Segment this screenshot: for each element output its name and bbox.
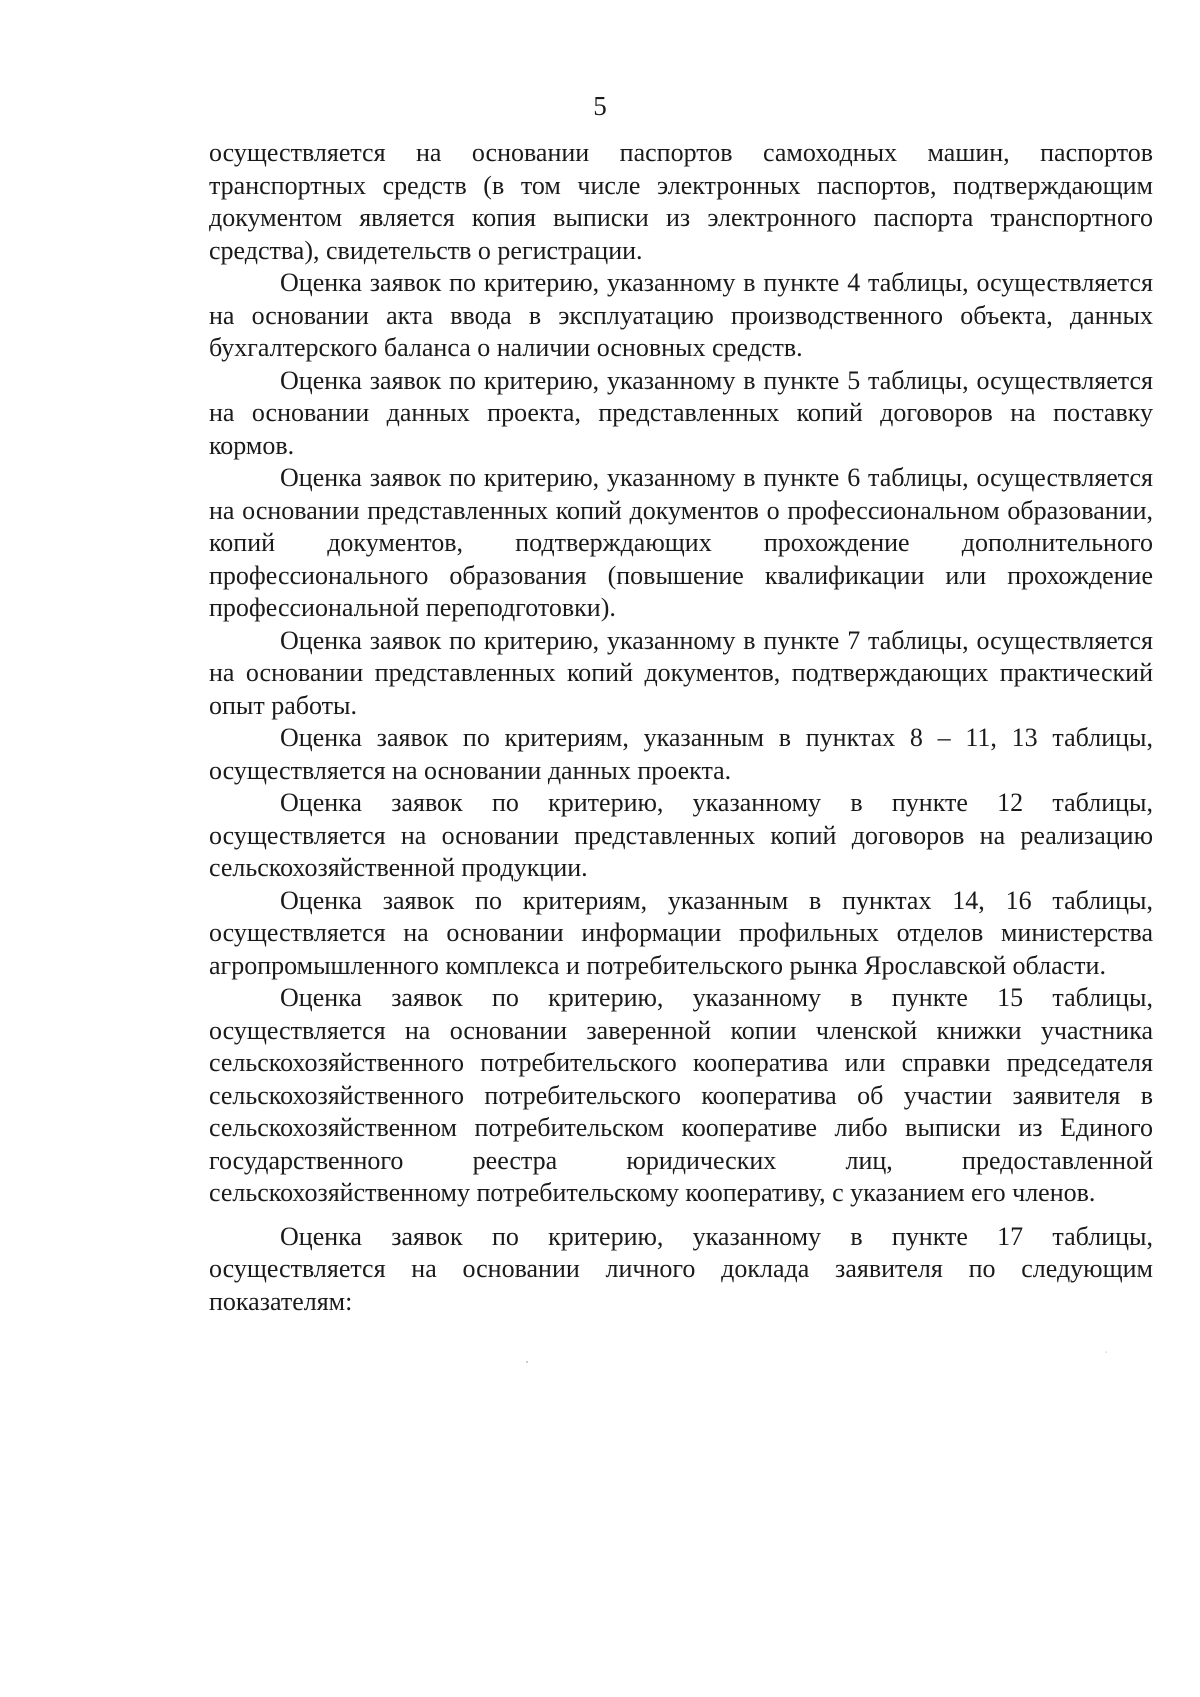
paragraph-criterion-7: Оценка заявок по критерию, указанному в пункте 7 таблицы, осуществляется на основании представленных копий документов, подтверждающих практический опыт работы. [209,625,1153,720]
document-body [209,137,1153,1318]
paragraph-criterion-12: Оценка заявок по критерию, указанному в пункте 12 таблицы, осуществляется на основании представленных копий договоров на реализацию сельскохозяйственной продукции. [209,788,1153,882]
paragraph-criterion-5: Оценка заявок по критерию, указанному в пункте 5 таблицы, осуществляется на основании данных проекта, представленных копий договоров на поставку кормов. [209,365,1153,460]
page-number: 5 [593,91,607,121]
paragraph-criterion-4: Оценка заявок по критерию, указанному в пункте 4 таблицы, осуществляется на основании акта ввода в эксплуатацию производственного объекта, данных бухгалтерского баланса о наличии основных средств. [209,268,1153,362]
paragraph-criterion-15: Оценка заявок по критерию, указанному в пункте 15 таблицы, осуществляется на основании заверенной копии членской книжки участника сельскохозяйственного потребительского кооператива или справки председателя сельскохозяйственного потребительского кооператива об участии заявителя в сельскохозяйственном потребительском кооперативе либо выписки из Единого государственного реестра юридических лиц, предоставленной сельскохозяйственному потребительскому кооперативу, с указанием его членов. [209,983,1153,1207]
scan-speck [526,1361,528,1363]
paragraph-criterion-6: Оценка заявок по критерию, указанному в пункте 6 таблицы, осуществляется на основании представленных копий документов о профессиональном образовании, копий документов, подтверждающих прохождение дополнительного профессионального образования (повышение квалификации или прохождение профессиональной переподготовки). [209,463,1153,622]
paragraph-continuation: осуществляется на основании паспортов самоходных машин, паспортов транспортных средств (в том числе электронных паспортов, подтверждающим документом является копия выписки из электронного паспорта транспортного средства), свидетельств о регистрации. [209,138,1153,265]
paragraph-criteria-8-11-13: Оценка заявок по критериям, указанным в пунктах 8 – 11, 13 таблицы, осуществляется на основании данных проекта. [209,723,1153,785]
paragraph-criterion-17: Оценка заявок по критерию, указанному в пункте 17 таблицы, осуществляется на основании личного доклада заявителя по следующим показателям: [209,1221,1153,1316]
paragraph-criteria-14-16: Оценка заявок по критериям, указанным в пунктах 14, 16 таблицы, осуществляется на основании информации профильных отделов министерства агропромышленного комплекса и потребительского рынка Ярославской области. [209,885,1153,980]
scan-speck [1105,1351,1107,1353]
